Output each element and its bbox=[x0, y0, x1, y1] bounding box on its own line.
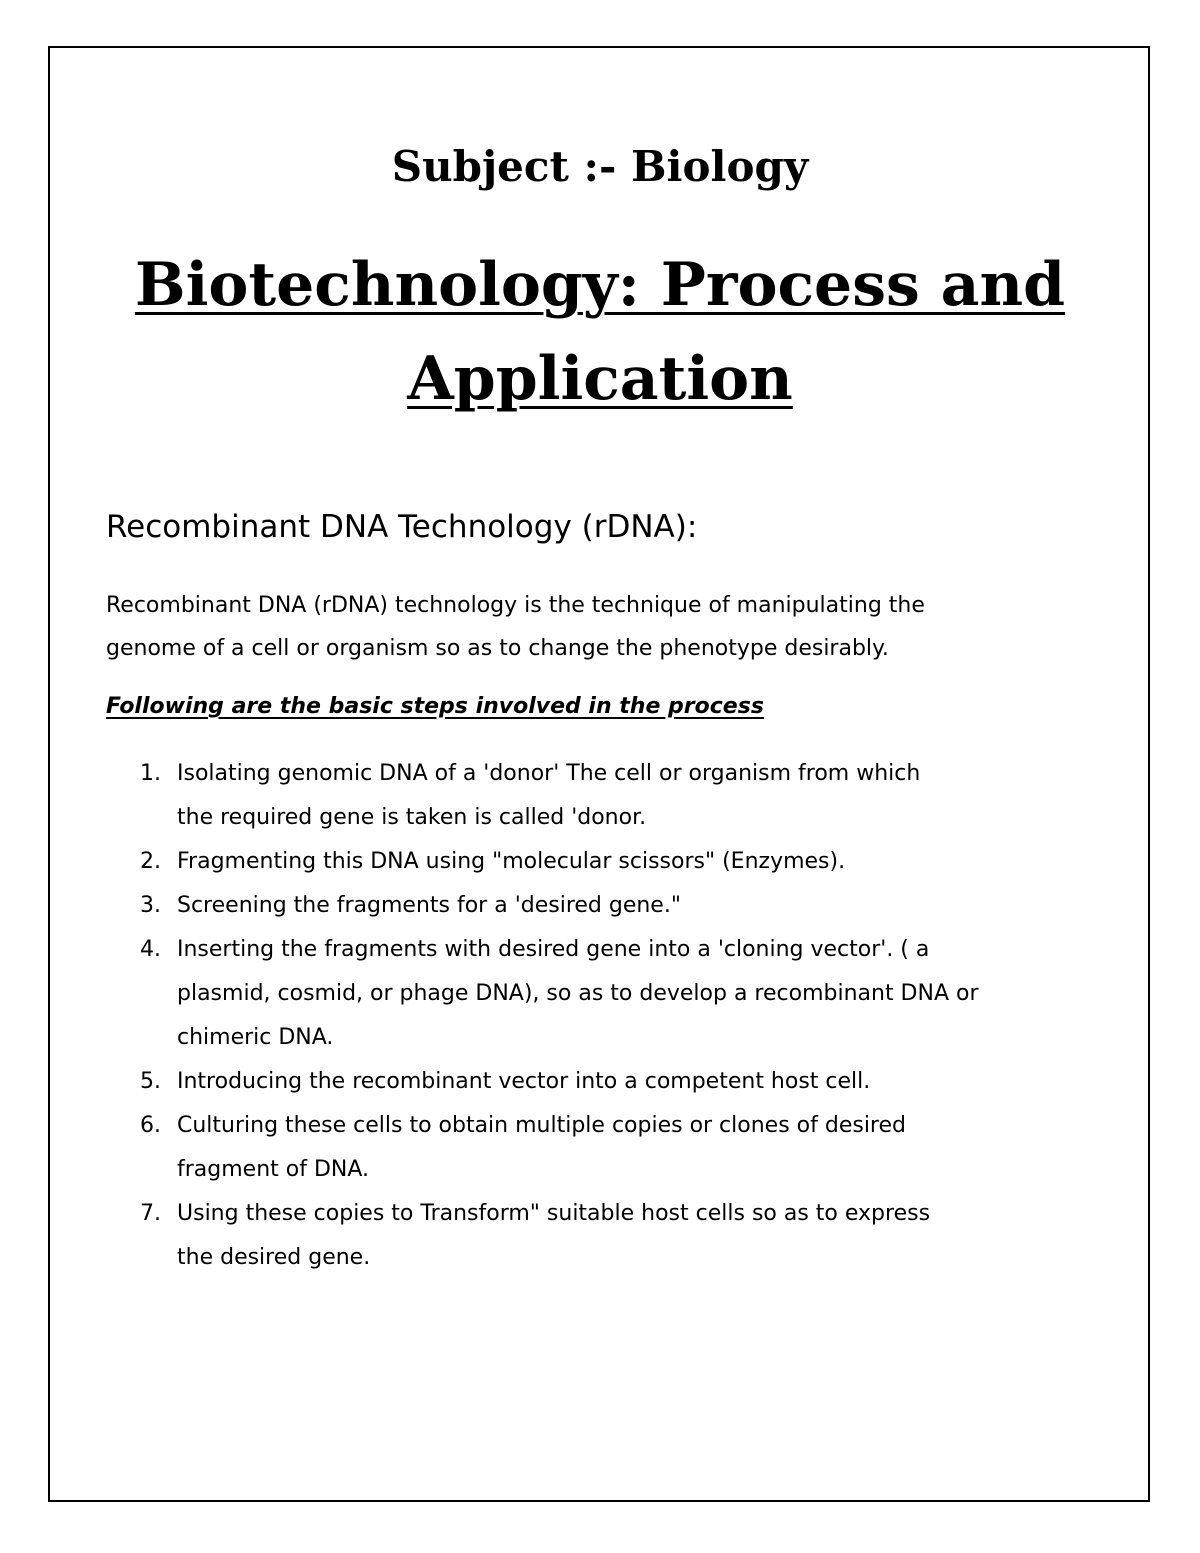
list-item-text: Screening the fragments for a 'desired gene." bbox=[177, 893, 681, 918]
section-heading: Recombinant DNA Technology (rDNA): bbox=[106, 509, 698, 545]
list-item bbox=[140, 752, 1100, 840]
steps-heading: Following are the basic steps involved in the process bbox=[106, 694, 764, 719]
list-item-number: 2. bbox=[140, 849, 161, 874]
list-item-number: 5. bbox=[140, 1069, 161, 1094]
list-item-text: plasmid, cosmid, or phage DNA), so as to develop a recombinant DNA or bbox=[177, 981, 979, 1006]
list-item-text: Culturing these cells to obtain multiple copies or clones of desired bbox=[177, 1113, 906, 1138]
list-item-text: fragment of DNA. bbox=[177, 1157, 370, 1182]
list-item-text: Isolating genomic DNA of a 'donor' The cell or organism from which bbox=[177, 761, 921, 786]
list-item-text: Using these copies to Transform" suitable host cells so as to express bbox=[177, 1201, 931, 1226]
intro-line: genome of a cell or organism so as to change the phenotype desirably. bbox=[106, 636, 889, 661]
subject-line: Subject :- Biology bbox=[391, 142, 809, 191]
list-item-text: Introducing the recombinant vector into a competent host cell. bbox=[177, 1069, 871, 1094]
steps-list bbox=[140, 752, 1100, 1280]
list-item bbox=[140, 1104, 1100, 1192]
intro-paragraph bbox=[106, 584, 1106, 670]
list-item bbox=[140, 840, 1100, 884]
list-item-number: 3. bbox=[140, 893, 161, 918]
list-item-text: the required gene is taken is called 'donor. bbox=[177, 805, 647, 830]
title-line: Application bbox=[407, 344, 793, 414]
list-item-number: 4. bbox=[140, 937, 161, 962]
document-title bbox=[0, 238, 1200, 426]
list-item-text: Fragmenting this DNA using "molecular scissors" (Enzymes). bbox=[177, 849, 846, 874]
title-line: Biotechnology: Process and bbox=[134, 250, 1066, 320]
list-item-text: the desired gene. bbox=[177, 1245, 371, 1270]
list-item-text: Inserting the fragments with desired gene into a 'cloning vector'. ( a bbox=[177, 937, 930, 962]
list-item bbox=[140, 928, 1100, 1060]
list-item-number: 7. bbox=[140, 1201, 161, 1226]
list-item bbox=[140, 884, 1100, 928]
list-item bbox=[140, 1192, 1100, 1280]
list-item-number: 6. bbox=[140, 1113, 161, 1138]
list-item-number: 1. bbox=[140, 761, 161, 786]
list-item-text: chimeric DNA. bbox=[177, 1025, 334, 1050]
list-item bbox=[140, 1060, 1100, 1104]
intro-line: Recombinant DNA (rDNA) technology is the technique of manipulating the bbox=[106, 593, 925, 618]
